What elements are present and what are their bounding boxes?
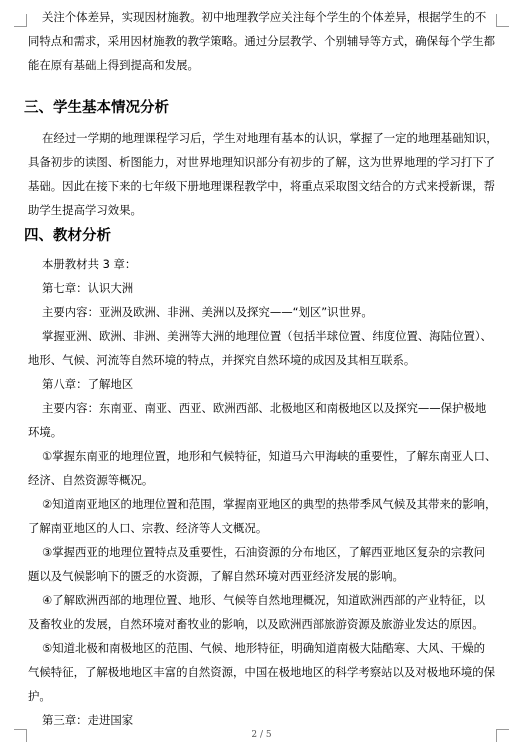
chapter-8-item-5: 气候特征，了解极地地区丰富的自然资源，中国在极地地区的科学考察站以及对极地环境的保 [28,665,496,679]
crop-mark-top-left [14,14,27,27]
chapter-8-item-5: 护。 [28,689,51,703]
chapter-7-goal-line: 地形、气候、河流等自然环境的特点，并探究自然环境的成因及其相互联系。 [28,353,416,367]
page-number: 2 / 5 [251,730,272,740]
chapter-8-title: 第八章：了解地区 [42,377,134,391]
chapter-8-item-4: 及畜牧业的发展，自然环境对畜牧业的影响，以及欧洲西部旅游资源及旅游业发达的原因。 [28,617,484,631]
section-heading-textbook-analysis: 四、教材分析 [24,228,111,244]
chapter-8-item-1: 经济、自然资源等概况。 [28,473,154,487]
paragraph-line: 同特点和需求，采用因材施教的教学策略。通过分层教学、个别辅导等方式，确保每个学生都 [28,34,496,48]
book-intro: 本册教材共 3 章： [42,257,137,271]
chapter-8-main-content: 环境。 [28,425,63,439]
paragraph-line: 关注个体差异，实现因材施教。初中地理教学应关注每个学生的个体差异，根据学生的不 [42,10,487,24]
paragraph-line: 助学生提高学习效果。 [28,203,142,217]
chapter-8-main-content: 主要内容：东南亚、南亚、西亚、欧洲西部、北极地区和南极地区以及探究——保护极地 [42,401,487,415]
paragraph-line: 基础。因此在接下来的七年级下册地理课程教学中，将重点采取图文结合的方式来授新课，帮 [28,179,496,193]
chapter-7-title: 第七章：认识大洲 [42,281,134,295]
section-heading-student-analysis: 三、学生基本情况分析 [24,100,169,116]
chapter-8-item-3: 题以及气候影响下的匮乏的水资源，了解自然环境对西亚经济发展的影响。 [28,569,404,583]
chapter-8-item-5: ⑤知道北极和南极地区的范围、气候、地形特征，明确知道南极大陆酷寒、大风、干燥的 [42,641,486,655]
chapter-8-item-3: ③掌握西亚的地理位置特点及重要性，石油资源的分布地区，了解西亚地区复杂的宗教问 [42,545,486,559]
chapter-8-item-2: ②知道南亚地区的地理位置和范围，掌握南亚地区的典型的热带季风气候及其带来的影响， [42,497,497,511]
chapter-3-title: 第三章：走进国家 [42,713,134,727]
chapter-7-main-content: 主要内容：亚洲及欧洲、非洲、美洲以及探究——“划区”识世界。 [42,305,373,319]
chapter-8-item-4: ④了解欧洲西部的地理位置、地形、气候等自然地理概况，知道欧洲西部的产业特征，以 [42,593,486,607]
chapter-8-item-2: 了解南亚地区的人口、宗教、经济等人文概况。 [28,521,268,535]
paragraph-line: 能在原有基础上得到提高和发展。 [28,58,199,72]
paragraph-line: 在经过一学期的地理课程学习后，学生对地理有基本的认识，掌握了一定的地理基础知识， [42,131,498,145]
chapter-7-goal-line: 掌握亚洲、欧洲、非洲、美洲等大洲的地理位置（包括半球位置、纬度位置、海陆位置）、 [42,329,492,343]
chapter-8-item-1: ①掌握东南亚的地理位置，地形和气候特征，知道马六甲海峡的重要性，了解东南亚人口、 [42,449,497,463]
paragraph-line: 具备初步的读图、析图能力，对世界地理知识部分有初步的了解，这为世界地理的学习打下了 [28,155,496,169]
